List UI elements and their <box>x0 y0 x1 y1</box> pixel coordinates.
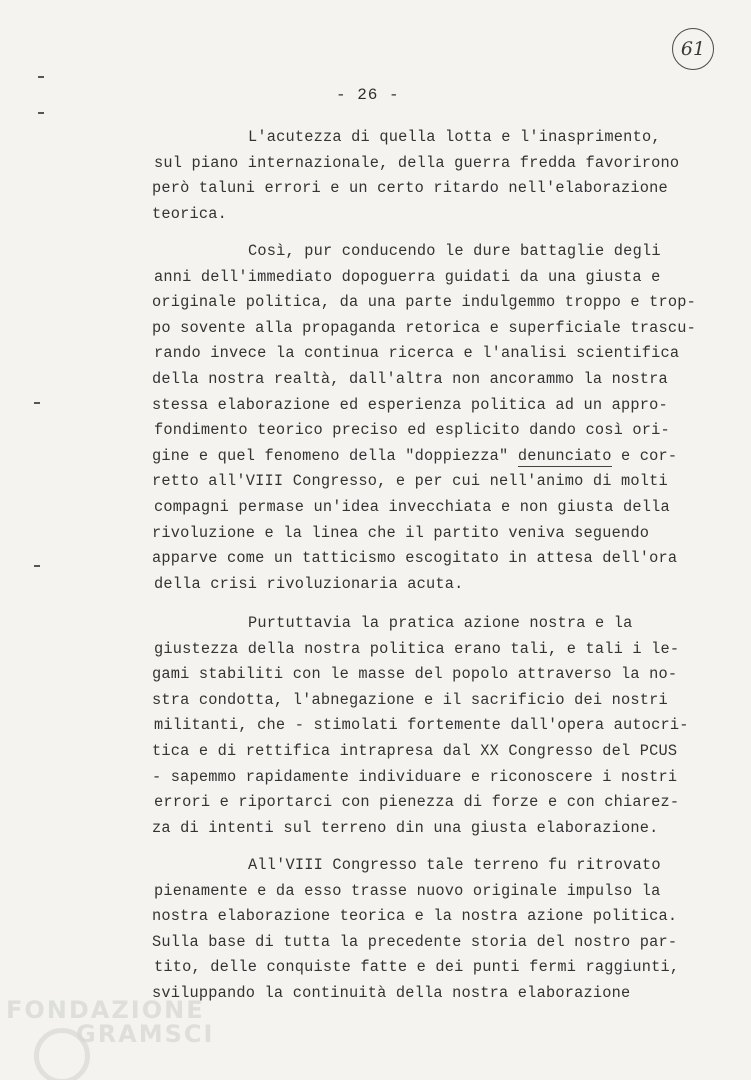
text-line: militanti, che - stimolati fortemente dall'opera autocri- <box>154 716 689 734</box>
underlined-word: denunciato <box>517 447 612 465</box>
watermark-line-1: FONDAZIONE <box>6 996 205 1024</box>
margin-mark <box>38 112 44 114</box>
text-line: tica e di rettifica intrapresa dal XX Congresso del PCUS <box>152 742 678 760</box>
text-line: tito, delle conquiste fatte e dei punti fermi raggiunti, <box>154 958 680 976</box>
text-line: rando invece la continua ricerca e l'analisi scientifica <box>154 344 680 362</box>
text-line: sviluppando la continuità della nostra elaborazione <box>152 984 631 1002</box>
text-line: pienamente e da esso trasse nuovo originale impulso la <box>154 882 661 900</box>
text-line: Così, pur conducendo le dure battaglie degli <box>248 242 661 260</box>
text-line: - sapemmo rapidamente individuare e riconoscere i nostri <box>152 768 678 786</box>
text-line: po sovente alla propaganda retorica e superficiale trascu- <box>152 319 697 337</box>
text-line: fondimento teorico preciso ed esplicito dando così ori- <box>154 421 670 439</box>
text-line: nostra elaborazione teorica e la nostra azione politica. <box>152 907 678 925</box>
text-line: All'VIII Congresso tale terreno fu ritrovato <box>248 856 661 874</box>
margin-mark <box>34 402 40 404</box>
text-line: Purtuttavia la pratica azione nostra e la <box>248 614 633 632</box>
watermark <box>6 998 214 1046</box>
text-line: gami stabiliti con le masse del popolo attraverso la no- <box>152 665 678 683</box>
text-line: za di intenti sul terreno din una giusta elaborazione. <box>152 819 659 837</box>
text-line: originale politica, da una parte indulgemmo troppo e trop- <box>152 293 697 311</box>
text-line: Sulla base di tutta la precedente storia del nostro par- <box>152 933 678 951</box>
text-line: retto all'VIII Congresso, e per cui nell'animo di molti <box>152 472 668 490</box>
text-line: stessa elaborazione ed esperienza politica ad un appro- <box>152 396 668 414</box>
text-line: teorica. <box>152 205 228 223</box>
text-line: stra condotta, l'abnegazione e il sacrificio dei nostri <box>152 691 668 709</box>
text-line: errori e riportarci con pienezza di forze e con chiarez- <box>154 793 680 811</box>
page-number: - 26 - <box>336 86 400 104</box>
text-line: rivoluzione e la linea che il partito veniva seguendo <box>152 524 650 542</box>
watermark-line-2: GRAMSCI <box>76 1020 215 1048</box>
text-line: compagni permase un'idea invecchiata e non giusta della <box>154 498 670 516</box>
margin-mark <box>34 565 40 567</box>
text-line: anni dell'immediato dopoguerra guidati da una giusta e <box>154 268 661 286</box>
text-line: giustezza della nostra politica erano tali, e tali i le- <box>154 640 680 658</box>
archive-page-number: 61 <box>672 28 714 70</box>
text-line: sul piano internazionale, della guerra fredda favorirono <box>154 154 680 172</box>
text-line: della crisi rivoluzionaria acuta. <box>154 575 464 593</box>
text-line: però taluni errori e un certo ritardo nell'elaborazione <box>152 179 668 197</box>
text-line: della nostra realtà, dall'altra non ancorammo la nostra <box>152 370 668 388</box>
text-line: L'acutezza di quella lotta e l'inasprimento, <box>248 128 661 146</box>
margin-mark <box>38 76 44 78</box>
text-line: gine e quel fenomeno della "doppiezza" denunciato e cor- <box>152 447 678 465</box>
text-line: apparve come un tatticismo escogitato in attesa dell'ora <box>152 549 678 567</box>
